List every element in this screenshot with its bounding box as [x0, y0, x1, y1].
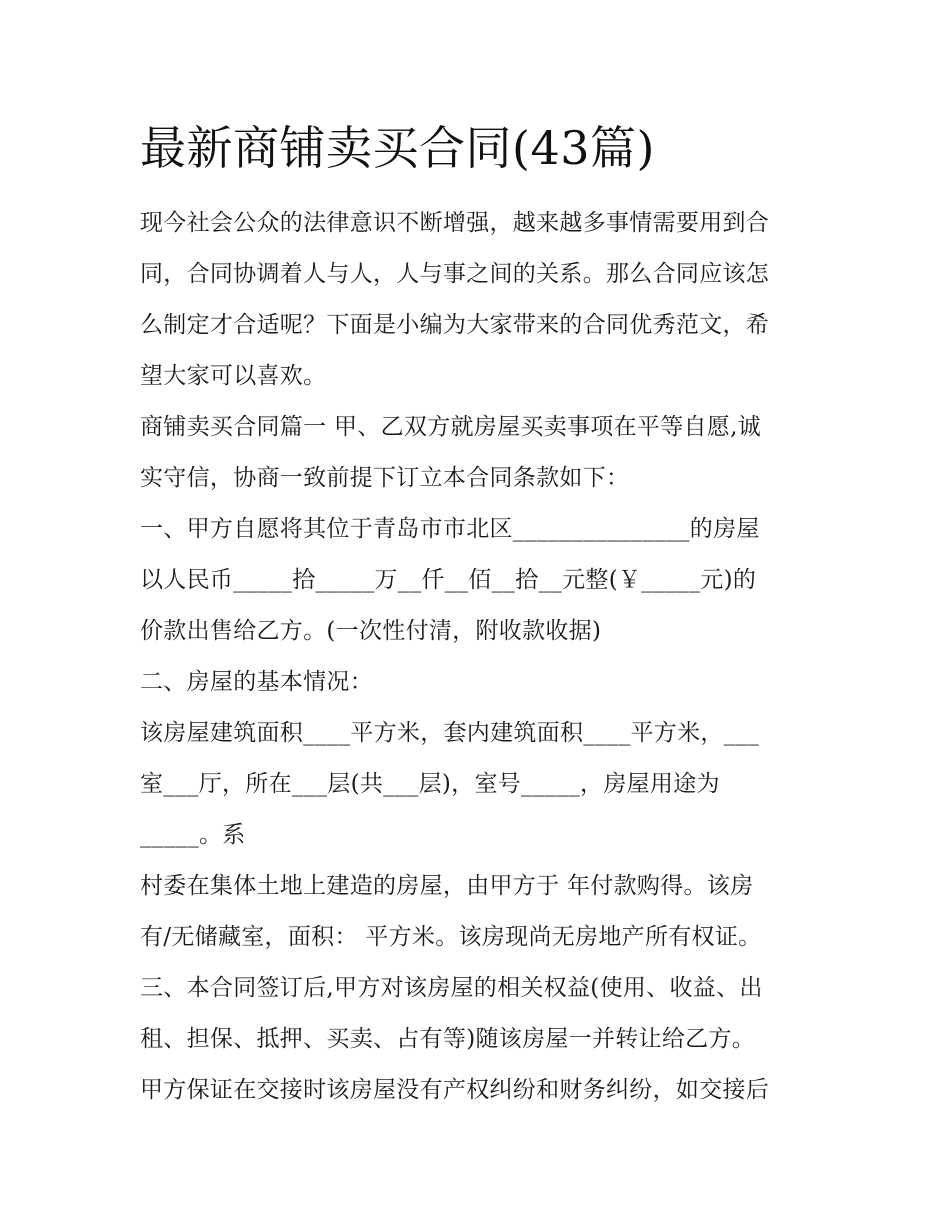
body-line: 三、本合同签订后,甲方对该房屋的相关权益(使用、收益、出 [140, 975, 763, 1001]
body-line: 甲方保证在交接时该房屋没有产权纠纷和财务纠纷，如交接后 [140, 1077, 770, 1103]
body-line: 租、担保、抵押、买卖、占有等)随该房屋一并转让给乙方。 [140, 1026, 756, 1052]
document-body [140, 198, 820, 1116]
body-line: _____。系 [140, 822, 246, 848]
body-line: 实守信，协商一致前提下订立本合同条款如下： [140, 465, 630, 491]
body-line: 价款出售给乙方。(一次性付清，附收款收据) [140, 618, 602, 644]
body-line: 同，合同协调着人与人，人与事之间的关系。那么合同应该怎 [140, 261, 770, 287]
body-line: 该房屋建筑面积____平方米，套内建筑面积____平方米，___ [140, 720, 760, 746]
body-line: 室___厅，所在___层(共___层)，室号_____，房屋用途为 [140, 771, 720, 797]
body-line: 望大家可以喜欢。 [140, 363, 327, 389]
body-line: 商铺卖买合同篇一 甲、乙双方就房屋买卖事项在平等自愿,诚 [140, 414, 762, 440]
body-line: 二、房屋的基本情况： [140, 669, 373, 695]
body-line: 有/无储藏室，面积： 平方米。该房现尚无房地产所有权证。 [140, 924, 762, 950]
body-line: 现今社会公众的法律意识不断增强，越来越多事情需要用到合 [140, 210, 770, 236]
body-line: 么制定才合适呢？下面是小编为大家带来的合同优秀范文，希 [140, 312, 770, 338]
body-line: 村委在集体土地上建造的房屋，由甲方于 年付款购得。该房 [140, 873, 754, 899]
body-line: 以人民币_____拾_____万__仟__佰__拾__元整(￥_____元)的 [140, 567, 757, 593]
document-title: 最新商铺卖买合同(43篇) [140, 121, 655, 175]
body-line: 一、甲方自愿将其位于青岛市市北区_______________的房屋 [140, 516, 760, 542]
